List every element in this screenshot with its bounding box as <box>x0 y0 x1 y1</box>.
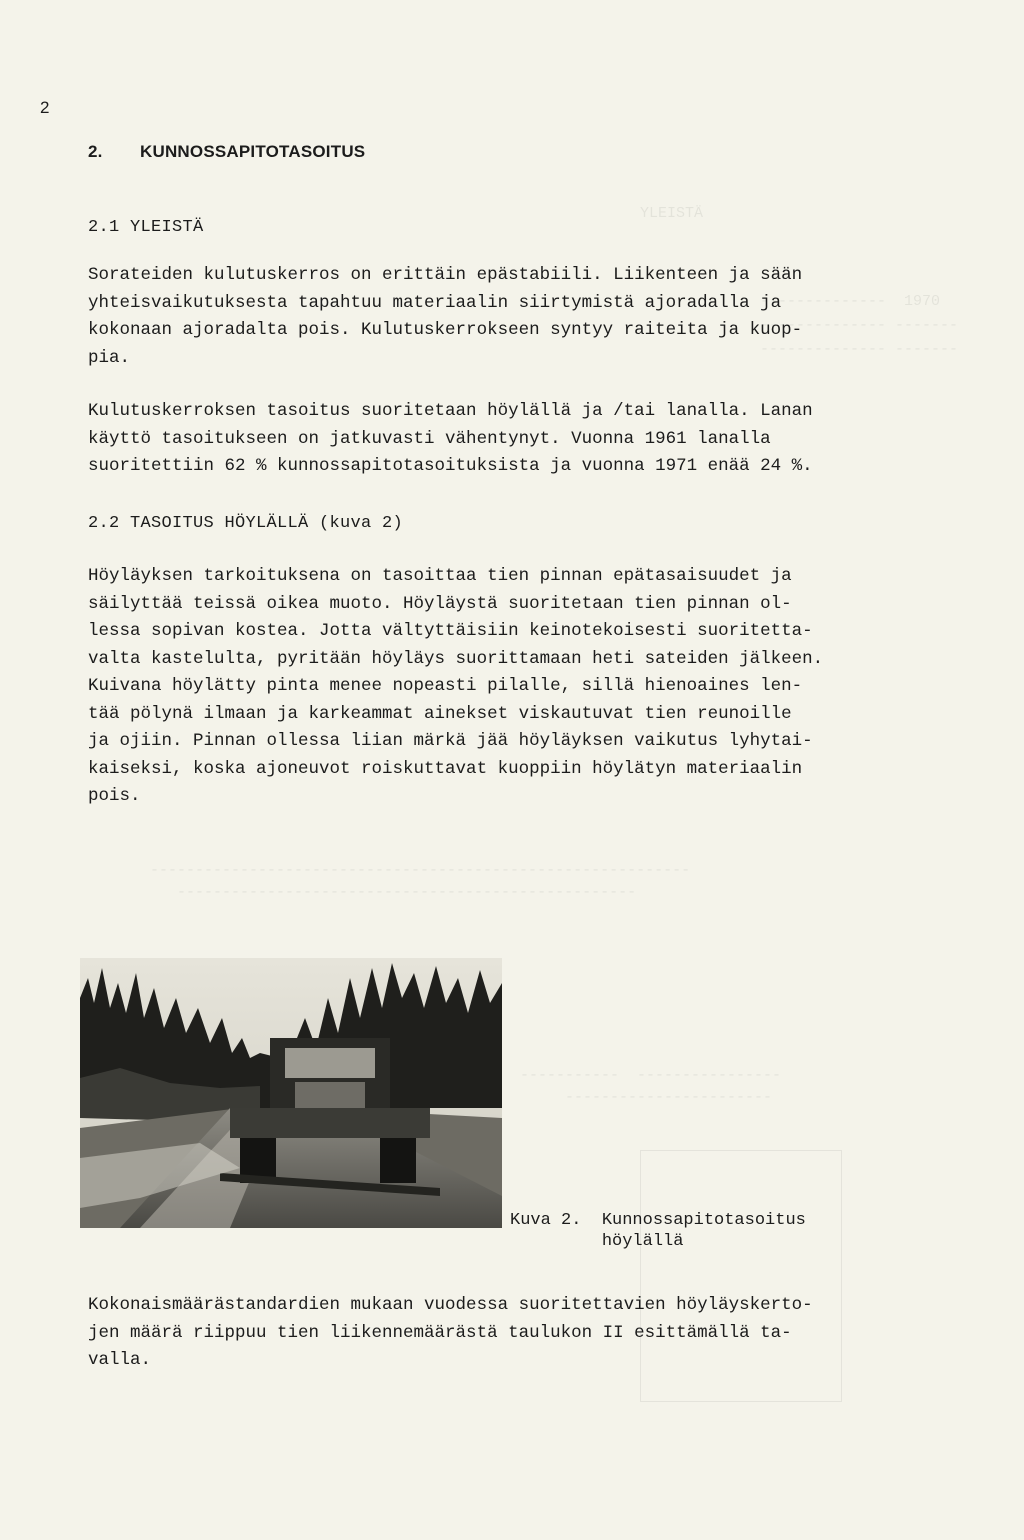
show-through-text: ----------- ---------------- ----------------------- <box>520 1067 782 1106</box>
section-heading-2-1: 2.1 YLEISTÄ <box>88 218 204 237</box>
text-line: kaiseksi, koska ajoneuvot roiskuttavat kuoppiin höylätyn materiaalin <box>88 758 803 779</box>
text-line: yhteisvaikutuksesta tapahtuu materiaalin siirtymistä ajoradalla ja <box>88 292 782 313</box>
text-line: lessa sopivan kostea. Jotta vältyttäisiin keinotekoisesti suoritetta- <box>88 621 813 641</box>
text-line: valla. <box>88 1350 152 1370</box>
paragraph-2-1-b <box>88 398 908 481</box>
paragraph-closing <box>88 1292 908 1375</box>
text-line: valta kastelulta, pyritään höyläys suorittamaan heti sateiden jälkeen. <box>88 648 824 669</box>
show-through-text: YLEISTÄ <box>640 205 704 222</box>
caption-line: Kuva 2. Kunnossapitotasoitus <box>510 1211 806 1230</box>
text-line: jen määrä riippuu tien liikennemäärästä taulukon II esittämällä ta- <box>88 1322 792 1343</box>
paragraph-2-1-a <box>88 262 908 372</box>
chapter-heading <box>88 142 365 162</box>
show-through-text: -------------- 1970 -------------- ------- -------------- ------- <box>760 293 959 358</box>
show-through-text: ------------------------------------------------------------ --------------------------------------------------- <box>150 862 691 901</box>
text-line: ja ojiin. Pinnan ollessa liian märkä jää höyläyksen vaikutus lyhytai- <box>88 731 813 751</box>
text-line: pia. <box>88 347 131 368</box>
text-line: Kokonaismäärästandardien mukaan vuodessa suoritettavien höyläyskerto- <box>88 1295 813 1315</box>
text-line: säilyttää teissä oikea muoto. Höyläystä suoritetaan tien pinnan ol- <box>88 593 792 614</box>
caption-line: höylällä <box>510 1232 684 1251</box>
text-line: kokonaan ajoradalta pois. Kulutuskerrokseen syntyy raiteita ja kuop- <box>88 320 803 340</box>
text-line: Sorateiden kulutuskerros on erittäin epästabiili. Liikenteen ja sään <box>88 265 803 285</box>
text-line: Kuivana höylätty pinta menee nopeasti pilalle, sillä hienoaines len- <box>88 676 803 696</box>
text-line: tää pölynä ilmaan ja karkeammat ainekset viskautuvat tien reunoille <box>88 703 792 724</box>
page-number: 2 <box>40 98 50 117</box>
text-line: käyttö tasoitukseen on jatkuvasti vähentynyt. Vuonna 1961 lanalla <box>88 428 771 449</box>
chapter-number: 2. <box>88 142 103 161</box>
figure-caption <box>510 1210 806 1252</box>
chapter-title: KUNNOSSAPITOTASOITUS <box>140 142 366 161</box>
text-line: pois. <box>88 786 141 806</box>
text-line: Höyläyksen tarkoituksena on tasoittaa tien pinnan epätasaisuudet ja <box>88 566 792 586</box>
text-line: suoritettiin 62 % kunnossapitotasoituksista ja vuonna 1971 enää 24 %. <box>88 456 813 476</box>
text-line: Kulutuskerroksen tasoitus suoritetaan höylällä ja /tai lanalla. Lanan <box>88 401 813 421</box>
road-grader-illustration <box>80 958 502 1228</box>
paragraph-2-2 <box>88 563 908 811</box>
section-heading-2-2: 2.2 TASOITUS HÖYLÄLLÄ (kuva 2) <box>88 514 404 533</box>
road-grader-photo <box>80 958 502 1228</box>
